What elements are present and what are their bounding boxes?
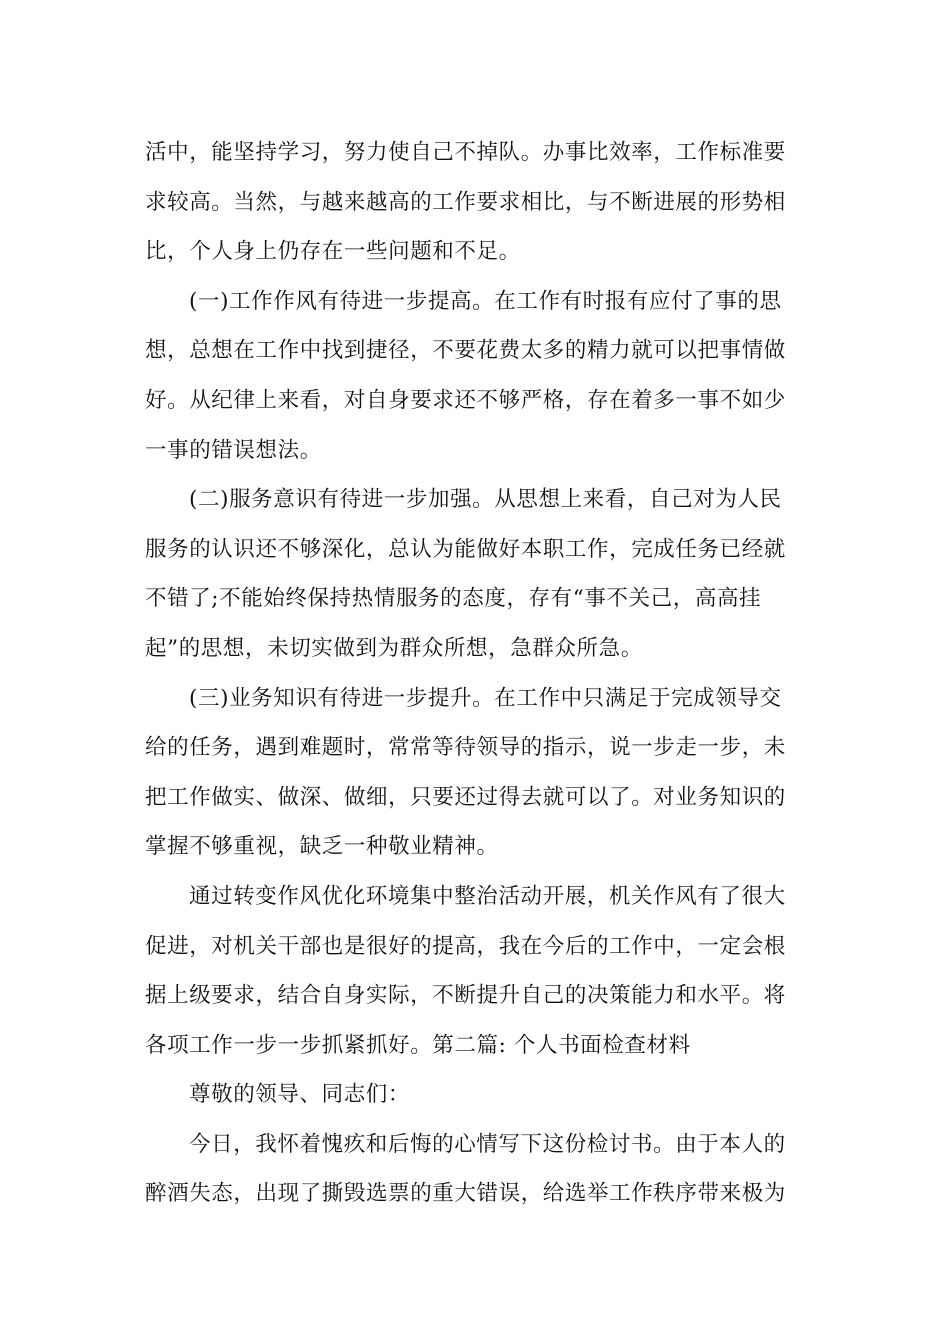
text-line: 服务的认识还不够深化，总认为能做好本职工作，完成任务已经就	[145, 536, 786, 562]
salutation	[145, 1070, 810, 1120]
text-line: 各项工作一步一步抓紧抓好。第二篇: 个人书面检查材料	[145, 1032, 691, 1058]
text-line: 给的任务，遇到难题时，常常等待领导的指示，说一步走一步，未	[145, 735, 786, 761]
paragraph	[145, 277, 810, 475]
text-line: 求较高。当然，与越来越高的工作要求相比，与不断进展的形势相	[145, 189, 786, 215]
text-line: 活中，能坚持学习，努力使自己不掉队。办事比效率，工作标准要	[145, 140, 786, 165]
text-line: 不错了;不能始终保持热情服务的态度，存有“事不关己，高高挂	[145, 586, 762, 612]
text-line: (三)业务知识有待进一步提升。在工作中只满足于完成领导交	[189, 685, 782, 711]
text-line: 掌握不够重视，缺乏一种敬业精神。	[145, 834, 499, 860]
text-line: 把工作做实、做深、做细，只要还过得去就可以了。对业务知识的	[145, 784, 786, 810]
text-line: 促进，对机关干部也是很好的提高，我在今后的工作中，一定会根	[145, 933, 786, 959]
text-line: 尊敬的领导、同志们：	[189, 1082, 411, 1108]
text-line: 好。从纪律上来看，对自身要求还不够严格，存在着多一事不如少	[145, 387, 786, 413]
paragraph	[145, 128, 810, 277]
text-line: 比，个人身上仍存在一些问题和不足。	[145, 239, 521, 265]
text-line: 今日，我怀着愧疚和后悔的心情写下这份检讨书。由于本人的	[189, 1131, 786, 1157]
text-line: 想，总想在工作中找到捷径，不要花费太多的精力就可以把事情做	[145, 338, 786, 364]
paragraph	[145, 674, 810, 872]
text-line: (二)服务意识有待进一步加强。从思想上来看，自己对为人民	[189, 487, 782, 513]
text-line: 醉酒失态，出现了撕毁选票的重大错误，给选举工作秩序带来极为	[145, 1181, 786, 1207]
paragraph	[145, 872, 810, 1070]
text-line: 据上级要求，结合自身实际，不断提升自己的决策能力和水平。将	[145, 983, 786, 1009]
text-line: 起”的思想，未切实做到为群众所想，急群众所急。	[145, 635, 643, 661]
paragraph	[145, 1120, 810, 1219]
text-line: (一)工作作风有待进一步提高。在工作有时报有应付了事的思	[189, 288, 782, 314]
paragraph	[145, 475, 810, 673]
text-line: 通过转变作风优化环境集中整治活动开展，机关作风有了很大	[189, 883, 786, 909]
document-body	[145, 128, 810, 1219]
text-line: 一事的错误想法。	[145, 437, 322, 463]
